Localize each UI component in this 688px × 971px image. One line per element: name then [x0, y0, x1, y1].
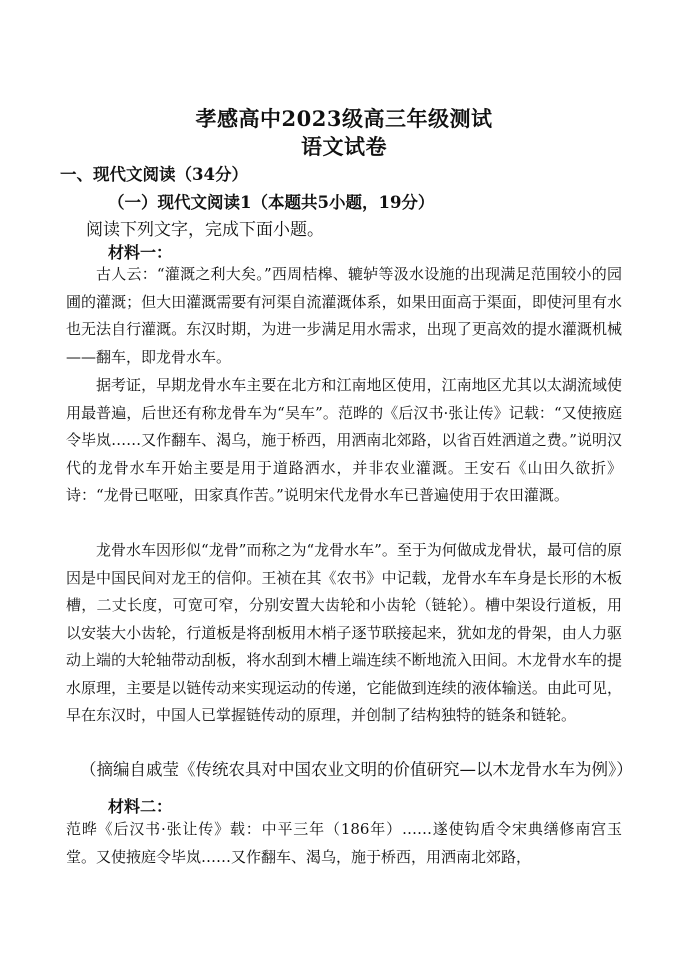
paragraph-1: 古人云：“灌溉之利大矣。”西周桔槔、辘轳等汲水设施的出现满足范围较小的园圃的灌溉；但大田灌溉需要有河渠自流灌溉体系，如果田面高于渠面，即使河里有水也无法自行灌溉。东汉时期，为进一步满足用水需求，出现了更高效的提水灌溉机械——翻车，即龙骨水车。 — [66, 265, 622, 366]
source-citation: （摘编自戚莹《传统农具对中国农业文明的价值研究—以木龙骨水车为例》） — [80, 760, 633, 779]
material-two-label: 材料二： — [108, 797, 173, 816]
instruction-text: 阅读下列文字，完成下面小题。 — [86, 220, 324, 240]
paragraph-2: 据考证，早期龙骨水车主要在北方和江南地区使用，江南地区尤其以太湖流域使用最普遍，后世还有称龙骨车为“吴车”。范晔的《后汉书·张让传》记载：“又使掖庭令毕岚……又作翻车、渴乌，施于桥西，用洒南北郊路，以省百姓洒道之费。”说明汉代的龙骨水车开始主要是用于道路洒水，并非农业灌溉。王安石《山田久欲折》诗：“龙骨已呕哑，田家真作苦。”说明宋代龙骨水车已普遍使用于农田灌溉。 — [66, 376, 622, 504]
exam-subtitle: 语文试卷 — [301, 134, 387, 159]
section-heading: 一、现代文阅读（34分） — [60, 165, 248, 184]
paragraph-material-two: 范晔《后汉书·张让传》载：中平三年（186年）……遂使钩盾令宋典缮修南宫玉堂。又使掖庭令毕岚……又作翻车、渴乌，施于桥西，用洒南北郊路， — [66, 820, 622, 866]
subsection-heading: （一）现代文阅读1（本题共5小题，19分） — [108, 193, 435, 212]
exam-title: 孝感高中2023级高三年级测试 — [195, 106, 493, 131]
paragraph-3: 龙骨水车因形似“龙骨”而称之为“龙骨水车”。至于为何做成龙骨状，最可信的原因是中国民间对龙王的信仰。王祯在其《农书》中记载，龙骨水车车身是长形的木板槽，二丈长度，可宽可窄，分别安置大齿轮和小齿轮（链轮）。槽中架设行道板，用以安装大小齿轮，行道板是将刮板用木梢子逐节联接起来，犹如龙的骨架，由人力驱动上端的大轮轴带动刮板，将水刮到木槽上端连续不断地流入田间。木龙骨水车的提水原理，主要是以链传动来实现运动的传递，它能做到连续的液体输送。由此可见，早在东汉时，中国人已掌握链传动的原理，并创制了结构独特的链条和链轮。 — [66, 541, 622, 724]
material-one-label: 材料一： — [108, 243, 173, 262]
